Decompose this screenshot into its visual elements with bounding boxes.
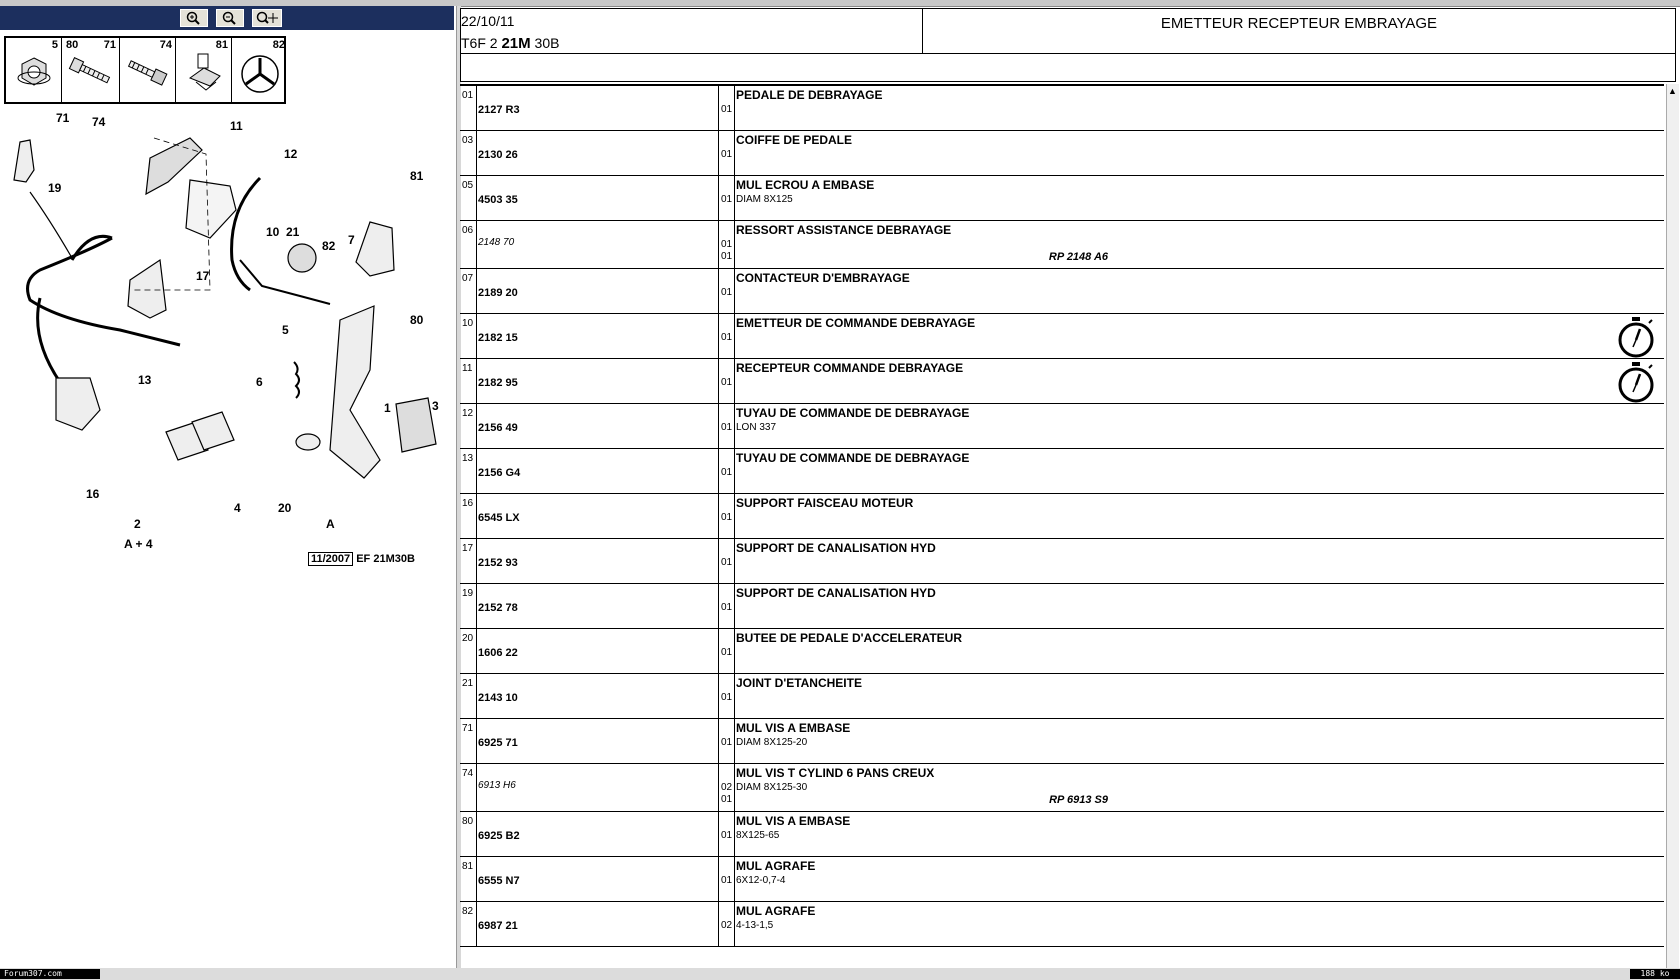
row-detail: DIAM 8X125 xyxy=(736,194,793,205)
status-left: Forum307.com xyxy=(0,969,100,979)
row-reference[interactable]: 2156 G4 xyxy=(478,467,521,479)
table-row[interactable] xyxy=(460,131,1664,176)
row-detail: 4-13-1,5 xyxy=(736,920,774,931)
code-prefix: T6F 2 xyxy=(461,35,502,51)
thumbnail-80-71[interactable] xyxy=(62,38,120,102)
row-quantity: 01 xyxy=(721,692,733,703)
row-quantity: 01 xyxy=(721,332,733,343)
row-position: 17 xyxy=(462,543,474,554)
diagram-label: 74 xyxy=(92,115,106,129)
row-detail: LON 337 xyxy=(736,422,777,433)
table-row[interactable] xyxy=(460,857,1664,902)
pan-zoom-button[interactable] xyxy=(252,9,282,27)
table-row[interactable] xyxy=(460,221,1664,269)
parts-header xyxy=(460,8,1676,54)
diagram-ref-code: EF 21M30B xyxy=(356,553,415,565)
row-quantity: 01 xyxy=(721,875,733,886)
row-description: BUTEE DE PEDALE D'ACCELERATEUR xyxy=(736,631,962,645)
row-description: MUL AGRAFE xyxy=(736,859,816,873)
row-position: 71 xyxy=(462,723,474,734)
code-suffix: 30B xyxy=(530,35,560,51)
row-quantity: 02 xyxy=(721,782,733,793)
row-reference[interactable]: 2130 26 xyxy=(478,149,518,161)
row-description: MUL VIS A EMBASE xyxy=(736,814,851,828)
row-reference[interactable]: 4503 35 xyxy=(478,194,518,206)
row-quantity-2: 01 xyxy=(721,794,733,805)
row-description: COIFFE DE PEDALE xyxy=(736,133,853,147)
row-reference[interactable]: 6545 LX xyxy=(478,512,520,524)
row-description: PEDALE DE DEBRAYAGE xyxy=(736,88,883,102)
parts-table xyxy=(460,84,1664,947)
table-row[interactable] xyxy=(460,902,1664,947)
zoom-out-icon xyxy=(221,11,239,25)
thumbnail-81[interactable] xyxy=(176,38,232,102)
diagram-ref-date: 11/2007 xyxy=(308,552,353,566)
row-detail: DIAM 8X125-20 xyxy=(736,737,808,748)
diagram-label: 13 xyxy=(138,373,152,387)
status-right: 188 ko xyxy=(1630,969,1680,979)
row-reference[interactable]: 6555 N7 xyxy=(478,875,520,887)
row-description: CONTACTEUR D'EMBRAYAGE xyxy=(736,271,910,285)
diagram-label: 16 xyxy=(86,487,100,501)
row-quantity: 01 xyxy=(721,467,733,478)
header-date: 22/10/11 xyxy=(461,13,515,29)
row-quantity: 01 xyxy=(721,602,733,613)
row-description: RESSORT ASSISTANCE DEBRAYAGE xyxy=(736,223,952,237)
scroll-up-icon[interactable]: ▲ xyxy=(1668,86,1677,96)
row-position: 20 xyxy=(462,633,474,644)
row-description: SUPPORT FAISCEAU MOTEUR xyxy=(736,496,914,510)
table-row[interactable] xyxy=(460,584,1664,629)
row-position: 06 xyxy=(462,225,474,236)
table-row[interactable] xyxy=(460,629,1664,674)
diagram-label: 21 xyxy=(286,225,300,239)
labor-time-icon[interactable] xyxy=(1616,316,1656,363)
diagram-label: 12 xyxy=(284,147,298,161)
row-replacement-ref[interactable]: RP 6913 S9 xyxy=(1049,794,1108,806)
thumbnail-82[interactable] xyxy=(232,38,288,102)
diagram-label: 1 xyxy=(384,401,391,415)
zoom-in-button[interactable] xyxy=(180,9,208,27)
row-position: 21 xyxy=(462,678,474,689)
table-row[interactable] xyxy=(460,539,1664,584)
zoom-in-icon xyxy=(185,11,203,25)
row-reference[interactable]: 2143 10 xyxy=(478,692,518,704)
diagram-label: 5 xyxy=(282,323,289,337)
row-position: 74 xyxy=(462,768,474,779)
row-description: MUL AGRAFE xyxy=(736,904,816,918)
table-row[interactable] xyxy=(460,269,1664,314)
table-row[interactable] xyxy=(460,449,1664,494)
parts-list-panel xyxy=(460,6,1680,968)
row-quantity: 01 xyxy=(721,104,733,115)
row-reference[interactable]: 6987 21 xyxy=(478,920,518,932)
diagram-label: 3 xyxy=(432,399,439,413)
row-reference[interactable]: 2189 20 xyxy=(478,287,518,299)
labor-time-icon[interactable] xyxy=(1616,361,1656,408)
row-position: 19 xyxy=(462,588,474,599)
row-position: 07 xyxy=(462,273,474,284)
table-row[interactable] xyxy=(460,86,1664,131)
row-reference[interactable]: 2182 95 xyxy=(478,377,518,389)
diagram-reference xyxy=(308,553,415,565)
diagram-label: 80 xyxy=(410,313,424,327)
row-reference[interactable]: 2148 70 xyxy=(478,237,515,248)
pan-zoom-icon xyxy=(255,11,279,25)
row-quantity-2: 01 xyxy=(721,251,733,262)
code-bold: 21M xyxy=(501,35,531,52)
row-reference[interactable]: 6925 B2 xyxy=(478,830,520,842)
row-position: 10 xyxy=(462,318,474,329)
row-reference[interactable]: 2152 93 xyxy=(478,557,518,569)
thumbnail-number: 81 xyxy=(215,39,228,51)
row-quantity: 01 xyxy=(721,287,733,298)
row-position: 82 xyxy=(462,906,474,917)
diagram-label: 10 xyxy=(266,225,280,239)
thumbnail-number: 74 xyxy=(159,39,172,51)
diagram-label: 17 xyxy=(196,269,210,283)
diagram-label: 71 xyxy=(56,111,70,125)
thumbnail-5[interactable] xyxy=(6,38,62,102)
table-row[interactable] xyxy=(460,719,1664,764)
row-position: 01 xyxy=(462,90,474,101)
status-bar xyxy=(0,968,1680,980)
row-position: 80 xyxy=(462,816,474,827)
page-title: EMETTEUR RECEPTEUR EMBRAYAGE xyxy=(1160,15,1438,32)
row-detail: 6X12-0,7-4 xyxy=(736,875,786,886)
diagram-label: 4 xyxy=(234,501,241,515)
row-reference[interactable]: 6925 71 xyxy=(478,737,518,749)
row-description: EMETTEUR DE COMMANDE DEBRAYAGE xyxy=(736,316,976,330)
table-row[interactable] xyxy=(460,812,1664,857)
row-quantity: 01 xyxy=(721,149,733,160)
row-replacement-ref[interactable]: RP 2148 A6 xyxy=(1048,251,1108,263)
row-quantity: 01 xyxy=(721,377,733,388)
row-description: MUL ECROU A EMBASE xyxy=(736,178,875,192)
table-row[interactable] xyxy=(460,314,1664,359)
diagram-label: A + 4 xyxy=(124,537,153,551)
diagram-label: 19 xyxy=(48,181,62,195)
diagram-label: 7 xyxy=(348,233,355,247)
viewer-toolbar xyxy=(0,6,454,30)
row-quantity: 01 xyxy=(721,557,733,568)
row-position: 16 xyxy=(462,498,474,509)
row-description: JOINT D'ETANCHEITE xyxy=(736,676,862,690)
row-quantity: 01 xyxy=(721,239,733,250)
thumbnail-number: 82 xyxy=(272,39,285,51)
diagram-label: 82 xyxy=(322,239,336,253)
row-position: 03 xyxy=(462,135,474,146)
table-row[interactable] xyxy=(460,359,1664,404)
diagram-label: 6 xyxy=(256,375,263,389)
row-description: RECEPTEUR COMMANDE DEBRAYAGE xyxy=(736,361,964,375)
row-reference[interactable]: 6913 H6 xyxy=(478,780,516,791)
row-quantity: 01 xyxy=(721,194,733,205)
row-position: 81 xyxy=(462,861,474,872)
row-description: MUL VIS A EMBASE xyxy=(736,721,851,735)
exploded-parts-diagram[interactable] xyxy=(0,110,456,580)
diagram-label: A xyxy=(326,517,335,531)
row-detail: DIAM 8X125-30 xyxy=(736,782,808,793)
row-position: 11 xyxy=(462,363,473,374)
table-row[interactable] xyxy=(460,176,1664,221)
vertical-scrollbar[interactable] xyxy=(1666,84,1679,968)
row-position: 05 xyxy=(462,180,474,191)
table-row[interactable] xyxy=(460,404,1664,449)
row-description: SUPPORT DE CANALISATION HYD xyxy=(736,541,936,555)
thumbnail-number: 5 xyxy=(51,39,58,51)
row-quantity: 01 xyxy=(721,512,733,523)
row-description: TUYAU DE COMMANDE DE DEBRAYAGE xyxy=(736,406,970,420)
thumbnail-number: 80 xyxy=(66,39,79,51)
diagram-label: 81 xyxy=(410,169,424,183)
thumbnail-74[interactable] xyxy=(120,38,176,102)
row-quantity: 01 xyxy=(721,737,733,748)
row-description: TUYAU DE COMMANDE DE DEBRAYAGE xyxy=(736,451,970,465)
diagram-label: 11 xyxy=(230,119,243,133)
table-row[interactable] xyxy=(460,764,1664,812)
header-blank-row xyxy=(460,54,1676,82)
row-quantity: 01 xyxy=(721,830,733,841)
row-reference[interactable]: 2127 R3 xyxy=(478,104,520,116)
diagram-label: 2 xyxy=(134,517,141,531)
row-reference[interactable]: 2156 49 xyxy=(478,422,518,434)
row-reference[interactable]: 2182 15 xyxy=(478,332,518,344)
row-position: 13 xyxy=(462,453,474,464)
table-row[interactable] xyxy=(460,674,1664,719)
row-position: 12 xyxy=(462,408,474,419)
table-row[interactable] xyxy=(460,494,1664,539)
row-quantity: 02 xyxy=(721,920,733,931)
row-reference[interactable]: 2152 78 xyxy=(478,602,518,614)
diagram-label: 20 xyxy=(278,501,292,515)
thumbnail-number: 71 xyxy=(103,39,116,51)
header-code xyxy=(461,35,559,52)
row-quantity: 01 xyxy=(721,422,733,433)
row-detail: 8X125-65 xyxy=(736,830,780,841)
row-description: MUL VIS T CYLIND 6 PANS CREUX xyxy=(736,766,935,780)
row-description: SUPPORT DE CANALISATION HYD xyxy=(736,586,936,600)
row-quantity: 01 xyxy=(721,647,733,658)
zoom-out-button[interactable] xyxy=(216,9,244,27)
part-thumbnails xyxy=(4,36,286,104)
row-reference[interactable]: 1606 22 xyxy=(478,647,518,659)
